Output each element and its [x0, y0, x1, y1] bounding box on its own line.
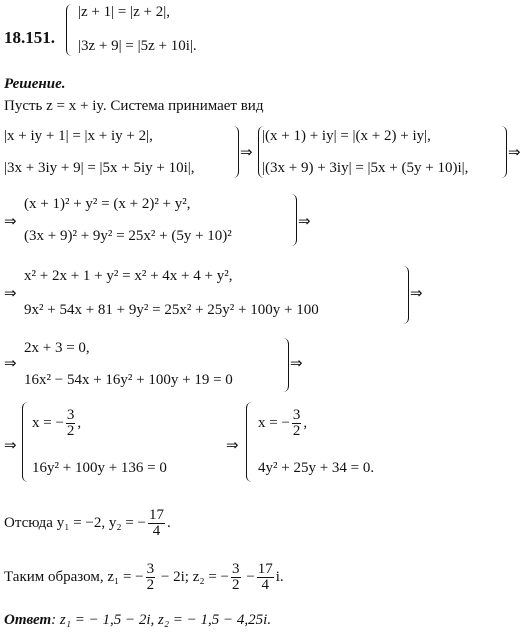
step5-left-line2: 16y² + 100y + 136 = 0 — [32, 460, 167, 476]
step5-left-x: x = − $\frac{3}{2}$ , — [32, 407, 82, 439]
step1-right-close-brace — [500, 126, 507, 178]
step1-left-line1: |x + iy + 1| = |x + iy + 2|, — [4, 128, 153, 144]
step5-right-line2: 4y² + 25y + 34 = 0. — [258, 460, 375, 476]
step1-left-brace — [232, 126, 239, 178]
result-line: Таким образом, z₁ = − $\frac{3}{2}$ − 2i; z₂ = − $\frac{3}{2}$ − $\frac{17}{4}$ i. — [4, 561, 284, 593]
answer-text: : z₁ = − 1,5 − 2i, z₂ = − 1,5 − 4,25i. — [51, 612, 272, 628]
x-prefix: x = − — [258, 415, 290, 431]
fraction: $\frac{3}{2}$ — [66, 407, 75, 439]
implies-arrow: ⇒ — [508, 145, 521, 161]
step3-line1: x² + 2x + 1 + y² = x² + 4x + 4 + y², — [24, 268, 233, 284]
step1-right-line1: |(x + 1) + iy| = |(x + 2) + iy|, — [262, 128, 431, 144]
step1-left-line2: |3x + 3iy + 9| = |5x + 5iy + 10i|, — [4, 160, 195, 176]
implies-arrow: ⇒ — [226, 438, 239, 454]
implies-arrow: ⇒ — [4, 214, 17, 230]
implies-arrow: ⇒ — [4, 438, 17, 454]
implies-arrow: ⇒ — [410, 286, 423, 302]
fraction: $\frac{3}{2}$ — [232, 561, 240, 593]
fraction: $\frac{3}{2}$ — [146, 561, 155, 593]
fraction: $\frac{17}{4}$ — [149, 507, 165, 539]
step3-brace — [402, 266, 409, 324]
implies-arrow: ⇒ — [298, 214, 311, 230]
step4-brace — [282, 338, 289, 392]
problem-eq1: |z + 1| = |z + 2|, — [78, 4, 170, 20]
implies-arrow: ⇒ — [290, 356, 303, 372]
step2-line2: (3x + 9)² + 9y² = 25x² + (5y + 10)² — [24, 228, 232, 244]
step2-line1: (x + 1)² + y² = (x + 2)² + y², — [24, 196, 191, 212]
implies-arrow: ⇒ — [4, 286, 17, 302]
problem-eq2: |3z + 9| = |5z + 10i|. — [78, 38, 197, 54]
step4-line2: 16x² − 54x + 16y² + 100y + 19 = 0 — [24, 372, 233, 388]
step5-right-brace — [246, 402, 255, 482]
problem-brace — [66, 4, 75, 56]
x-prefix: x = − — [32, 415, 64, 431]
implies-arrow: ⇒ — [240, 145, 253, 161]
step2-brace — [290, 194, 297, 246]
step5-left-brace — [22, 402, 31, 482]
roots-line: Отсюда y₁ = −2, y₂ = − $\frac{17}{4}$ . — [4, 507, 171, 539]
intro-text: Пусть z = x + iy. Система принимает вид — [4, 98, 264, 114]
step4-line1: 2x + 3 = 0, — [24, 340, 90, 356]
solution-heading: Решение. — [4, 76, 66, 92]
answer-line — [4, 612, 271, 629]
step5-right-x: x = − $\frac{3}{2}$ , — [258, 407, 308, 439]
fraction: $\frac{17}{4}$ — [257, 561, 273, 593]
step1-right-line2: |(3x + 9) + 3iy| = |5x + (5y + 10)i|, — [262, 160, 469, 176]
fraction: $\frac{3}{2}$ — [292, 407, 301, 439]
problem-number: 18.151. — [4, 28, 55, 47]
answer-label: Ответ — [4, 612, 52, 628]
implies-arrow: ⇒ — [4, 356, 17, 372]
step3-line2: 9x² + 54x + 81 + 9y² = 25x² + 25y² + 100y + 100 — [24, 302, 319, 318]
